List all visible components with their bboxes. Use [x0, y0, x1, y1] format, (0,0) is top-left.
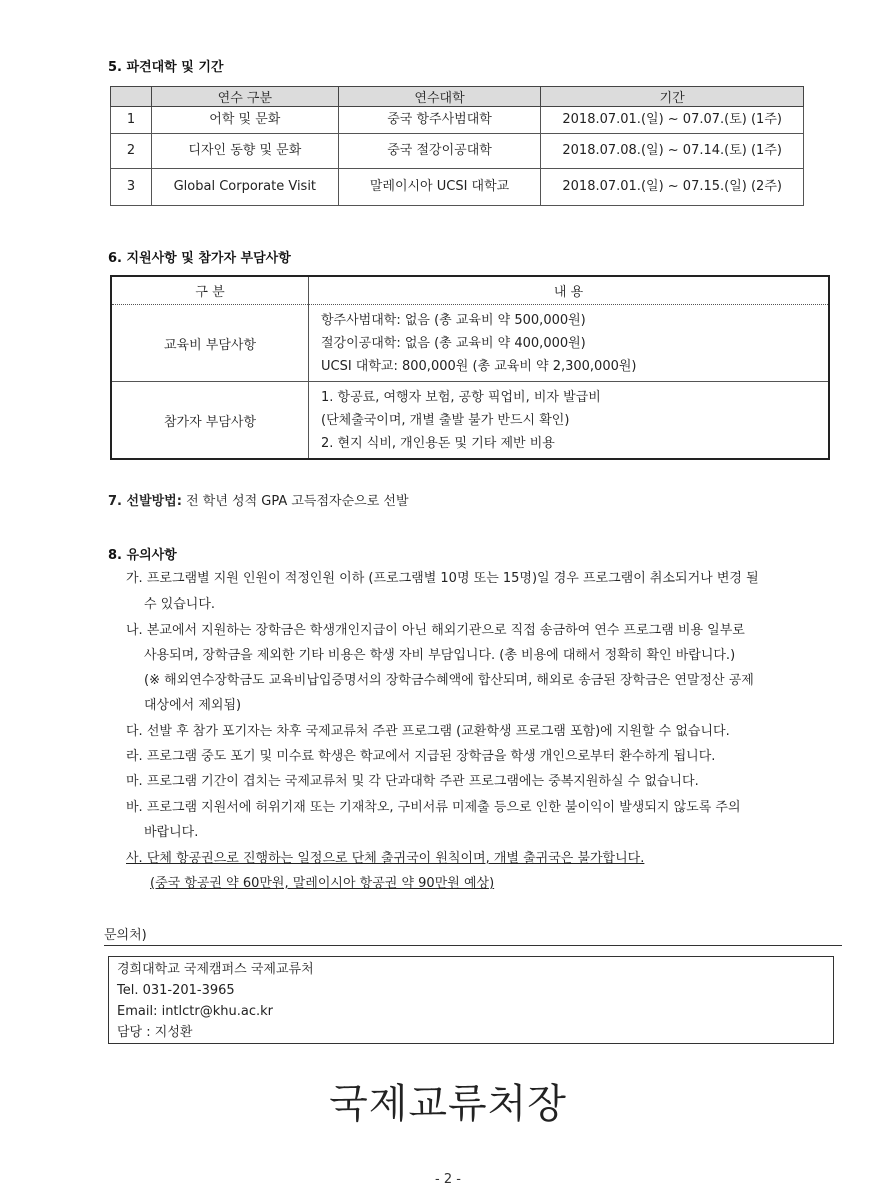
contact-tel: Tel. 031-201-3965	[117, 983, 235, 998]
section7-label: 7. 선발방법:	[108, 494, 182, 509]
notice-line: 바랍니다.	[144, 825, 199, 840]
notice-line: 라. 프로그램 중도 포기 및 미수료 학생은 학교에서 지급된 장학금을 학생 개인으로부터 환수하게 됩니다.	[126, 749, 716, 764]
contact-heading: 문의처)	[104, 928, 147, 943]
contact-email: Email: intlctr@khu.ac.kr	[117, 1004, 273, 1019]
row-content	[309, 382, 830, 460]
section8-heading: 8. 유의사항	[108, 548, 177, 563]
content-line: (단체출국이며, 개별 출발 불가 반드시 확인)	[321, 412, 570, 428]
content-line: 1. 항공료, 여행자 보험, 공항 픽업비, 비자 발급비	[321, 389, 601, 405]
notice-line: 대상에서 제외됨)	[144, 698, 242, 713]
row-label: 교육비 부담사항	[111, 305, 309, 382]
dispatch-table	[110, 86, 804, 206]
table-row	[111, 305, 829, 382]
row-content	[309, 305, 830, 382]
row-period: 2018.07.08.(일) ~ 07.14.(토) (1주)	[541, 134, 804, 169]
contact-divider	[104, 945, 842, 946]
row-label: 참가자 부담사항	[111, 382, 309, 460]
content-line: 항주사범대학: 없음 (총 교육비 약 500,000원)	[321, 312, 586, 328]
row-type: Global Corporate Visit	[151, 169, 338, 206]
notice-line: 나. 본교에서 지원하는 장학금은 학생개인지급이 아닌 해외기관으로 직접 송금하여 연수 프로그램 비용 일부로	[126, 623, 745, 638]
notice-line-underlined: 사. 단체 항공권으로 진행하는 일정으로 단체 출귀국이 원칙이며, 개별 출귀국은 불가합니다.	[126, 851, 645, 866]
content-line: 절강이공대학: 없음 (총 교육비 약 400,000원)	[321, 335, 586, 351]
notice-line-underlined: (중국 항공권 약 60만원, 말레이시아 항공권 약 90만원 예상)	[150, 876, 495, 891]
content-line: 2. 현지 식비, 개인용돈 및 기타 제반 비용	[321, 435, 555, 451]
section6-heading: 6. 지원사항 및 참가자 부담사항	[108, 251, 291, 266]
dispatch-table-header	[111, 87, 804, 107]
row-no: 3	[111, 169, 152, 206]
cost-table	[110, 275, 830, 460]
notice-line: 사용되며, 장학금을 제외한 기타 비용은 학생 자비 부담입니다. (총 비용에 대해서 정확히 확인 바랍니다.)	[144, 648, 736, 663]
row-univ: 중국 절강이공대학	[338, 134, 541, 169]
notice-line: 마. 프로그램 기간이 겹치는 국제교류처 및 각 단과대학 주관 프로그램에는 중복지원하실 수 없습니다.	[126, 774, 699, 789]
issuer-signature: 국제교류처장	[329, 1081, 567, 1127]
cost-table-header	[111, 276, 829, 305]
header-category: 구 분	[111, 276, 309, 305]
row-no: 1	[111, 107, 152, 134]
table-row	[111, 169, 804, 206]
row-period: 2018.07.01.(일) ~ 07.07.(토) (1주)	[541, 107, 804, 134]
header-univ: 연수대학	[338, 87, 541, 107]
header-type: 연수 구분	[151, 87, 338, 107]
table-row	[111, 134, 804, 169]
notice-line: 수 있습니다.	[144, 597, 216, 612]
contact-box	[108, 956, 834, 1044]
header-content: 내 용	[309, 276, 830, 305]
section7-line	[108, 492, 409, 512]
table-row	[111, 107, 804, 134]
row-period: 2018.07.01.(일) ~ 07.15.(일) (2주)	[541, 169, 804, 206]
notice-line: 바. 프로그램 지원서에 허위기재 또는 기재착오, 구비서류 미제출 등으로 인한 불이익이 발생되지 않도록 주의	[126, 800, 741, 815]
page-number: - 2 -	[435, 1172, 461, 1187]
contact-person: 담당 : 지성환	[117, 1025, 193, 1040]
table-row	[111, 382, 829, 460]
section7-text: 전 학년 성적 GPA 고득점자순으로 선발	[181, 494, 409, 509]
header-no	[111, 87, 152, 107]
section5-heading: 5. 파견대학 및 기간	[108, 60, 224, 75]
row-univ: 말레이시아 UCSI 대학교	[338, 169, 541, 206]
notice-line: (※ 해외연수장학금도 교육비납입증명서의 장학금수혜액에 합산되며, 해외로 송금된 장학금은 연말정산 공제	[144, 673, 754, 688]
content-line: UCSI 대학교: 800,000원 (총 교육비 약 2,300,000원)	[321, 358, 637, 374]
row-type: 어학 및 문화	[151, 107, 338, 134]
notice-line: 가. 프로그램별 지원 인원이 적정인원 이하 (프로그램별 10명 또는 15명)일 경우 프로그램이 취소되거나 변경 될	[126, 571, 759, 586]
row-no: 2	[111, 134, 152, 169]
notice-line: 다. 선발 후 참가 포기자는 차후 국제교류처 주관 프로그램 (교환학생 프로그램 포함)에 지원할 수 없습니다.	[126, 724, 730, 739]
row-univ: 중국 항주사범대학	[338, 107, 541, 134]
header-period: 기간	[541, 87, 804, 107]
contact-org: 경희대학교 국제캠퍼스 국제교류처	[117, 962, 314, 977]
row-type: 디자인 동향 및 문화	[151, 134, 338, 169]
